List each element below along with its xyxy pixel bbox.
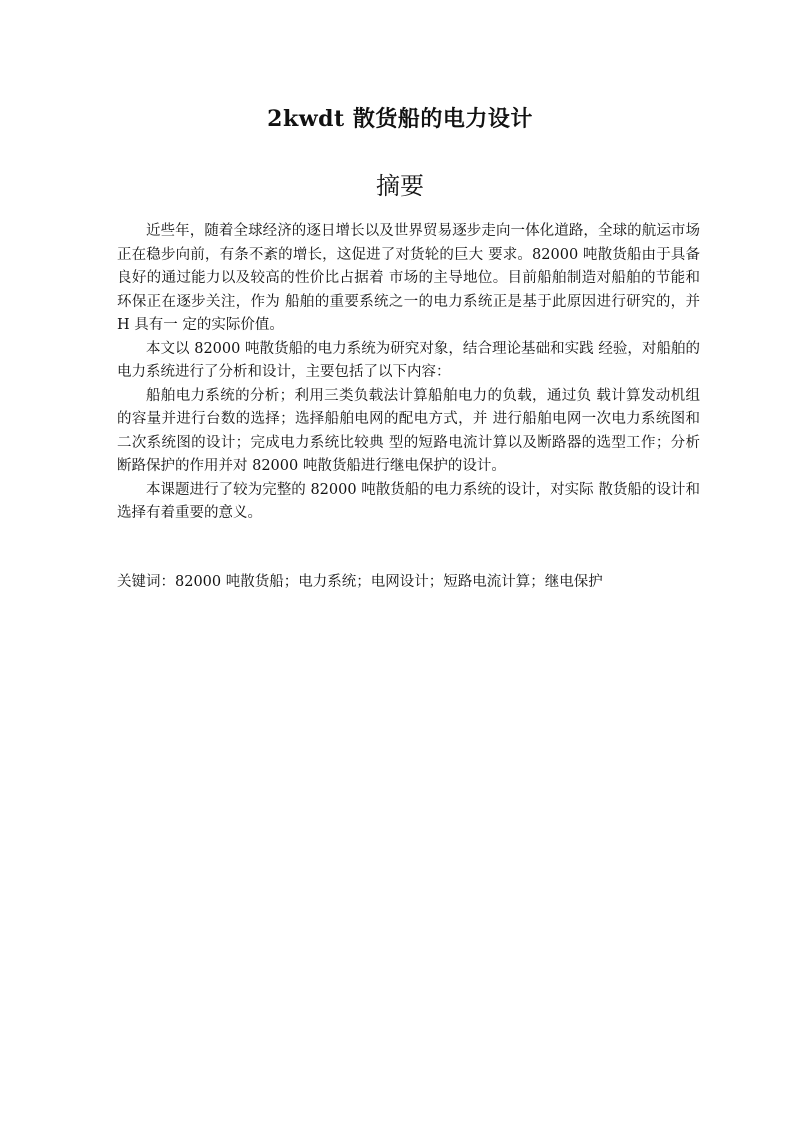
abstract-paragraph-4: 本课题进行了较为完整的 82000 吨散货船的电力系统的设计，对实际 散货船的设计和选择有着重要的意义。 [117, 481, 700, 521]
document-title: 2kwdt 散货船的电力设计 [267, 106, 533, 132]
abstract-paragraph-3: 船舶电力系统的分析；利用三类负载法计算船舶电力的负载，通过负 载计算发动机组的容量并进行台数的选择；选择船舶电网的配电方式，并 进行船舶电网一次电力系统图和二次系统图的设计；完成电力系统比较典 型的短路电流计算以及断路器的选型工作；分析断路保护的作用并对 82000 吨散货船进行继电保护的设计。 [117, 387, 700, 474]
abstract-paragraph-1: 近些年，随着全球经济的逐日增长以及世界贸易逐步走向一体化道路，全球的航运市场正在稳步向前，有条不紊的增长，这促进了对货轮的巨大 要求。82000 吨散货船由于具备良好的通过能力以及较高的性价比占据着 市场的主导地位。目前船舶制造对船舶的节能和环保正在逐步关注，作为 船舶的重要系统之一的电力系统正是基于此原因进行研究的，并 H 具有一 定的实际价值。 [117, 223, 700, 333]
abstract-body [117, 220, 700, 526]
abstract-paragraph-2: 本文以 82000 吨散货船的电力系统为研究对象，结合理论基础和实践 经验，对船舶的电力系统进行了分析和设计，主要包括了以下内容： [117, 340, 700, 380]
abstract-heading: 摘要 [376, 172, 424, 200]
keywords-line: 关键词：82000 吨散货船；电力系统；电网设计；短路电流计算；继电保护 [117, 574, 603, 590]
